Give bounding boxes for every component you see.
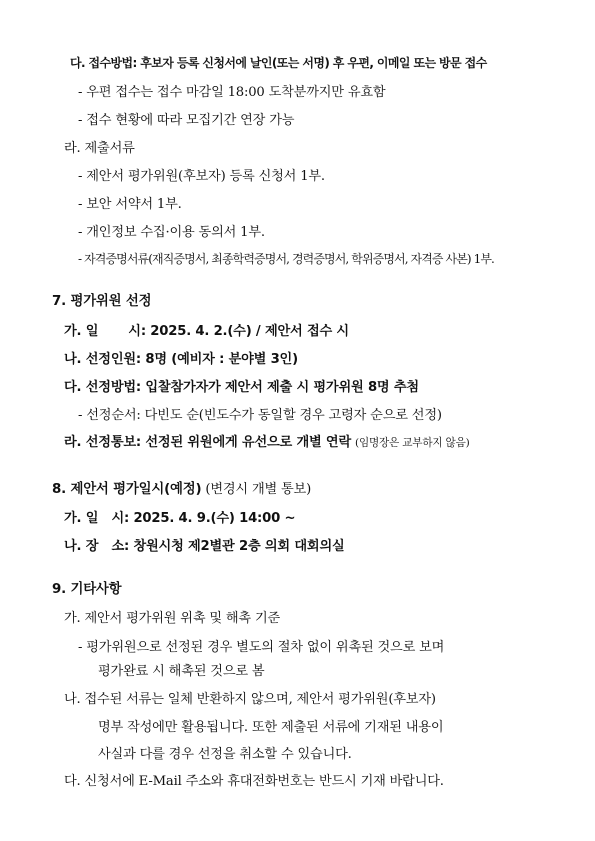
section-7-order: - 선정순서: 다빈도 순(빈도수가 동일할 경우 고령자 순으로 선정) xyxy=(78,408,442,423)
doc-item-2: - 보안 서약서 1부. xyxy=(78,197,182,212)
section-8-title: 8. 제안서 평가일시(예정) xyxy=(52,482,202,497)
section-8-title-note: (변경시 개별 통보) xyxy=(205,482,312,497)
doc-item-4: - 자격증명서류(재직증명서, 최종학력증명서, 경력증명서, 학위증명서, 자격증 사본) 1부. xyxy=(78,252,494,266)
section-8-datetime: 가. 일 시: 2025. 4. 9.(수) 14:00 ~ xyxy=(64,511,296,526)
section-9-documents-1: 나. 접수된 서류는 일체 반환하지 않으며, 제안서 평가위원(후보자) xyxy=(64,692,436,707)
section-7-method: 다. 선정방법: 입찰참가자가 제안서 제출 시 평가위원 8명 추첨 xyxy=(64,380,419,395)
section-8-title-row xyxy=(52,482,311,498)
section-7-date-row xyxy=(64,324,349,340)
section-7-notice: 라. 선정통보: 선정된 위원에게 유선으로 개별 연락 xyxy=(64,435,352,450)
section-7-date-label: 가. 일 xyxy=(64,324,99,339)
section-8-location: 나. 장 소: 창원시청 제2별관 2층 의회 대회의실 xyxy=(64,539,345,554)
submission-docs-heading: 라. 제출서류 xyxy=(64,141,135,156)
section-9-documents-3: 사실과 다를 경우 선정을 취소할 수 있습니다. xyxy=(98,747,352,762)
receipt-method-heading: 다. 접수방법: 후보자 등록 신청서에 날인(또는 서명) 후 우편, 이메일 또는 방문 접수 xyxy=(70,56,487,70)
section-9-appointment-sub-2: 평가완료 시 해촉된 것으로 봄 xyxy=(98,664,265,679)
doc-item-3: - 개인정보 수집·이용 동의서 1부. xyxy=(78,225,265,240)
section-7-title: 7. 평가위원 선정 xyxy=(52,294,152,309)
section-7-notice-row xyxy=(64,435,470,451)
section-9-appointment: 가. 제안서 평가위원 위촉 및 해촉 기준 xyxy=(64,611,281,626)
section-9-appointment-sub-1: - 평가위원으로 선정된 경우 별도의 절차 없이 위촉된 것으로 보며 xyxy=(78,640,445,655)
postal-note: - 우편 접수는 접수 마감일 18:00 도착분까지만 유효함 xyxy=(78,85,386,100)
section-9-documents-2: 명부 작성에만 활용됩니다. 또한 제출된 서류에 기재된 내용이 xyxy=(98,720,444,735)
section-7-notice-note: (임명장은 교부하지 않음) xyxy=(355,437,470,449)
section-7-headcount: 나. 선정인원: 8명 (예비자 : 분야별 3인) xyxy=(64,352,298,367)
section-9-title: 9. 기타사항 xyxy=(52,582,122,597)
doc-item-1: - 제안서 평가위원(후보자) 등록 신청서 1부. xyxy=(78,169,325,184)
section-7-date-value: 시: 2025. 4. 2.(수) / 제안서 접수 시 xyxy=(128,324,349,339)
extension-note: - 접수 현황에 따라 모집기간 연장 가능 xyxy=(78,113,295,128)
section-9-contact: 다. 신청서에 E-Mail 주소와 휴대전화번호는 반드시 기재 바랍니다. xyxy=(64,774,444,789)
